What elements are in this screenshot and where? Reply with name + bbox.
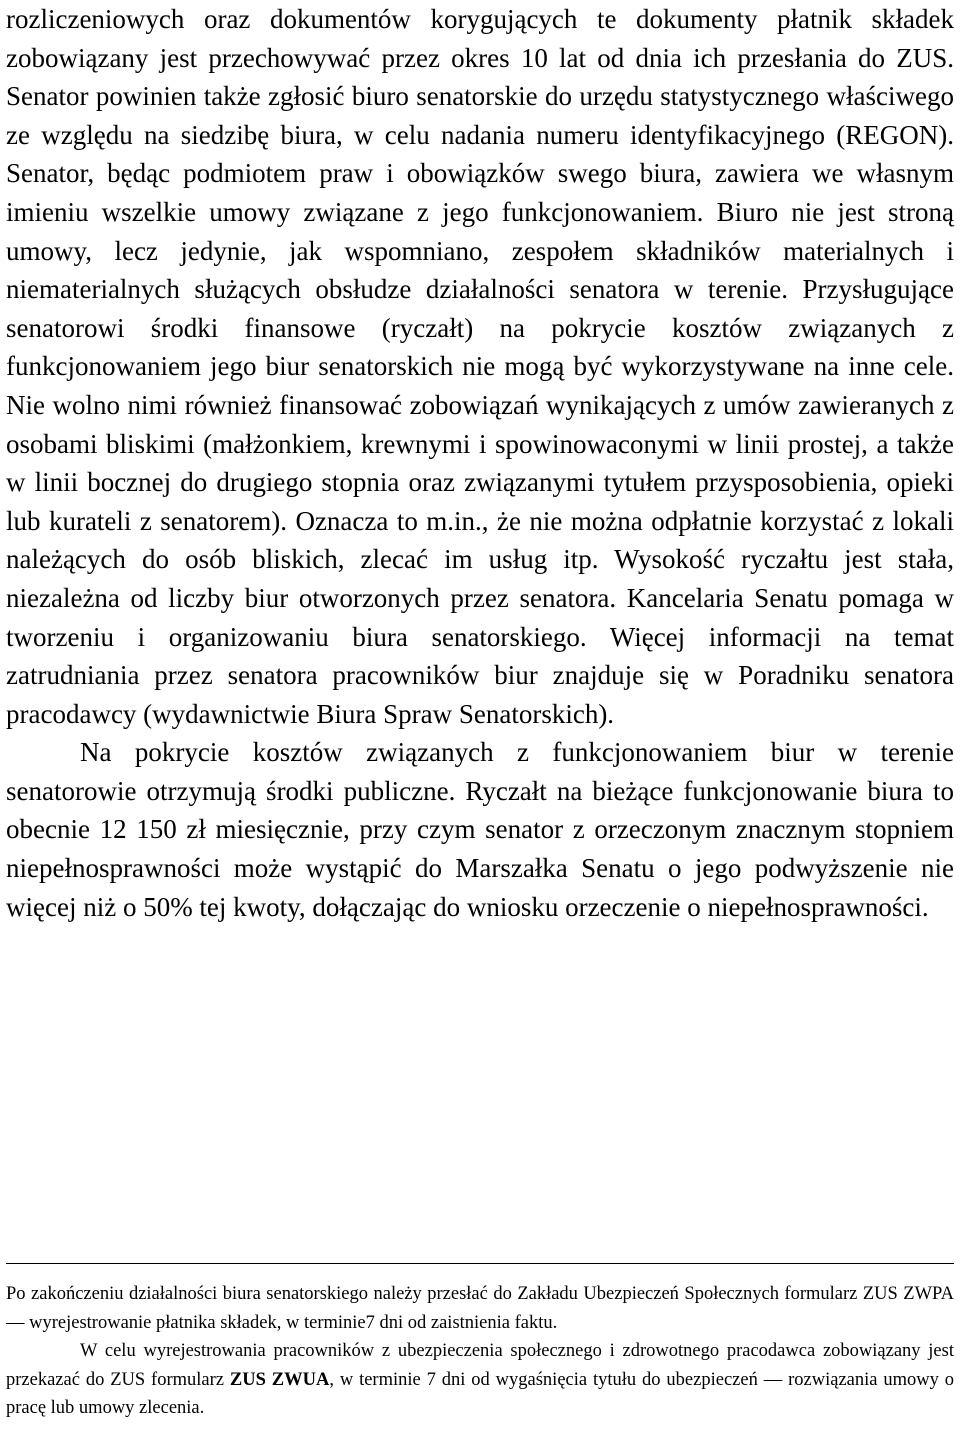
footnote-2-text-end: , w terminie 7 dni od wygaśnięcia tytułu do ubezpieczeń — rozwiązania umowy o pracę lub umowy zlecenia. (6, 1369, 954, 1418)
footnote-2-form-name: ZUS ZWUA (229, 1369, 330, 1390)
footnote-separator (6, 1263, 954, 1264)
footnote-1: Po zakończeniu działalności biura senatorskiego należy przesłać do Zakładu Ubezpieczeń Społecznych formularz ZUS ZWPA — wyrejestrowanie płatnika składek, w terminie7 dni od zaistnienia faktu. (6, 1284, 954, 1333)
paragraph-2: Na pokrycie kosztów związanych z funkcjonowaniem biur w terenie senatorowie otrzymują środki publiczne. Ryczałt na bieżące funkcjonowanie biura to obecnie 12 150 zł miesięcznie, przy czym senator z orzeczonym znacznym stopniem niepełnosprawności może wystąpić do Marszałka Senatu o jego podwyższenie nie więcej niż o 50% tej kwoty, dołączając do wniosku orzeczenie o niepełnosprawności. (6, 737, 954, 922)
footnote-2-text-start: W celu wyrejestrowania pracowników z ubezpieczenia społecznego i zdrowotnego pracodawca zobowiązany jest przekazać do ZUS formularz (6, 1341, 954, 1390)
paragraph-1: rozliczeniowych oraz dokumentów korygujących te dokumenty płatnik składek zobowiązany jest przechowywać przez okres 10 lat od dnia ich przesłania do ZUS. Senator powinien także zgłosić biuro senatorskie do urzędu statystycznego właściwego ze względu na siedzibę biura, w celu nadania numeru identyfikacyjnego (REGON). Senator, będąc podmiotem praw i obowiązków swego biura, zawiera we własnym imieniu wszelkie umowy związane z jego funkcjonowaniem. Biuro nie jest stroną umowy, lecz jedynie, jak wspomniano, zespołem składników materialnych i niematerialnych służących obsłudze działalności senatora w terenie. Przysługujące senatorowi środki finansowe (ryczałt) na pokrycie kosztów związanych z funkcjonowaniem jego biur senatorskich nie mogą być wykorzystywane na inne cele. Nie wolno nimi również finansować zobowiązań wynikających z umów zawieranych z osobami bliskimi (małżonkiem, krewnymi i spowinowaconymi w linii prostej, a także w linii bocznej do drugiego stopnia oraz związanymi tytułem przysposobienia, opieki lub kurateli z senatorem). Oznacza to m.in., że nie można odpłatnie korzystać z lokali należących do osób bliskich, zlecać im usług itp. Wysokość ryczałtu jest stała, niezależna od liczby biur otworzonych przez senatora. Kancelaria Senatu pomaga w tworzeniu i organizowaniu biura senatorskiego. Więcej informacji na temat zatrudniania przez senatora pracowników biur znajduje się w Poradniku senatora pracodawcy (wydawnictwie Biura Spraw Senatorskich). (6, 4, 954, 729)
footnote-2 (6, 1337, 954, 1423)
main-text (6, 0, 954, 926)
footnotes (6, 1280, 954, 1423)
document-page (6, 0, 954, 926)
